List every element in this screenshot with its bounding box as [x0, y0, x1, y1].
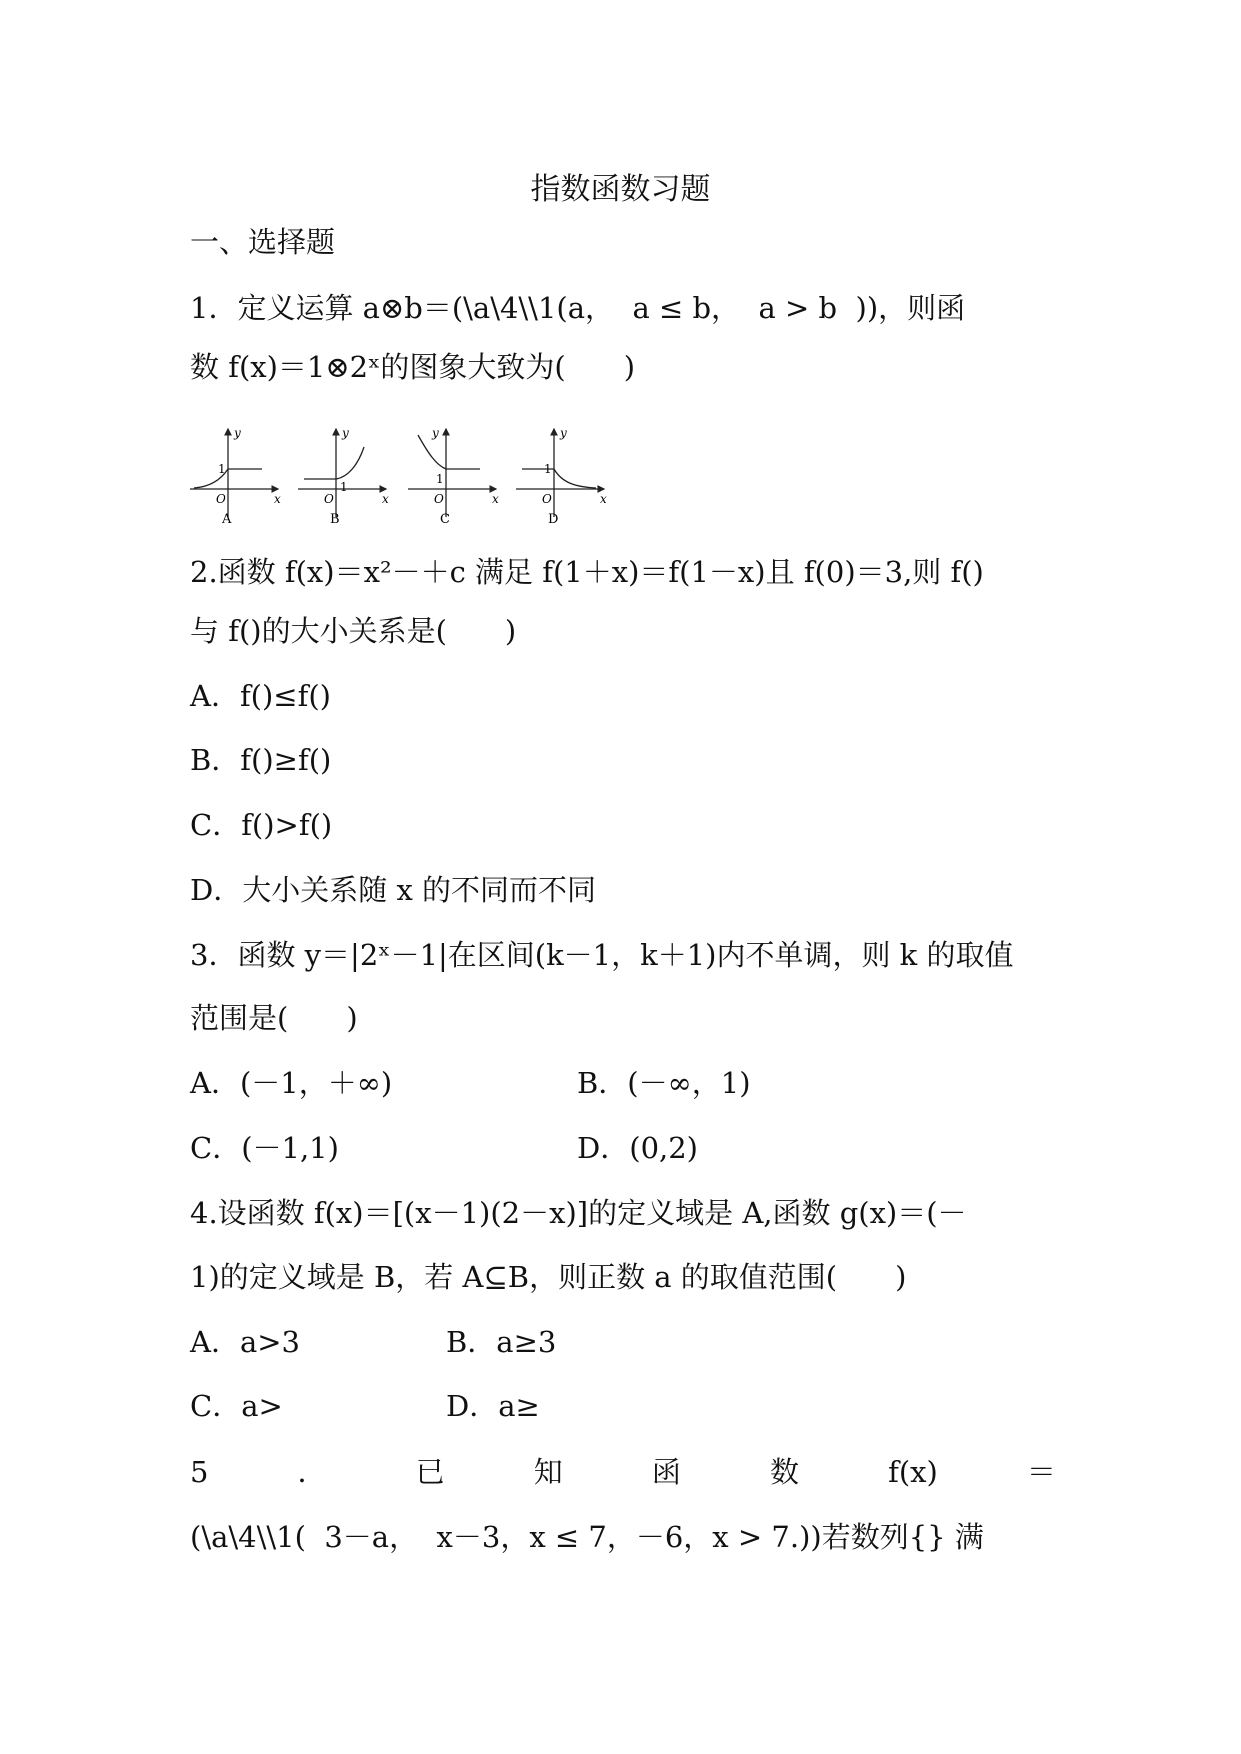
q2-option-c: C．f()>f() [190, 808, 333, 842]
graph-d [516, 426, 607, 525]
graph-d-one: 1 [544, 462, 552, 476]
q4-line2: 1)的定义域是 B，若 A⊆B，则正数 a 的取值范围( ) [190, 1260, 907, 1294]
q3-option-b: B．(－∞，1) [577, 1066, 751, 1100]
q5-line1 [190, 1452, 1056, 1492]
graph-c-y-label: y [432, 426, 439, 440]
graph-c-x-label: x [492, 492, 499, 506]
section-heading: 一、选择题 [190, 225, 336, 259]
q2-option-d: D．大小关系随 x 的不同而不同 [190, 873, 597, 907]
graph-c [408, 426, 499, 525]
graph-c-one: 1 [436, 472, 444, 486]
q4-option-c: C．a> [190, 1389, 283, 1423]
graph-d-x-label: x [600, 492, 607, 506]
graph-b-label: B [330, 512, 340, 525]
q1-line1: 1．定义运算 a⊗b＝(\a\4\\1(a， a ≤ b， a > b ))，则函 [190, 291, 966, 325]
q2-line1: 2.函数 f(x)＝x²－＋c 满足 f(1＋x)＝f(1－x)且 f(0)＝3,则 f() [190, 555, 984, 589]
q5-word: f(x) [888, 1455, 938, 1489]
q2-option-a: A．f()≤f() [190, 679, 331, 713]
graph-b-curve [336, 447, 364, 479]
q1-line2: 数 f(x)＝1⊗2ˣ的图象大致为( ) [190, 350, 636, 384]
q5-word: ＝ [1026, 1455, 1056, 1489]
q3-option-a: A．(－1，＋∞) [190, 1066, 393, 1100]
q3-option-c: C．(－1,1) [190, 1131, 339, 1165]
q2-line2: 与 f()的大小关系是( ) [190, 614, 517, 648]
graph-b-one: 1 [340, 480, 348, 494]
graph-c-curve [418, 435, 446, 469]
graph-d-y-label: y [560, 426, 567, 440]
graph-a [190, 426, 281, 525]
q3-line1: 3．函数 y＝|2ˣ－1|在区间(k－1，k＋1)内不单调，则 k 的取值 [190, 938, 1014, 972]
graph-a-one: 1 [218, 462, 226, 476]
q2-option-b: B．f()≥f() [190, 743, 332, 777]
graph-b [298, 426, 389, 525]
q1-graphs [190, 425, 630, 529]
graph-a-origin: O [216, 492, 226, 506]
graph-a-x-label: x [274, 492, 281, 506]
q5-word: 5 [190, 1455, 209, 1489]
page-title: 指数函数习题 [530, 172, 711, 207]
q5-line2: (\a\4\\1( 3－a， x－3，x ≤ 7，－6，x > 7.))若数列{} 满 [190, 1520, 984, 1554]
graph-c-origin: O [434, 492, 444, 506]
graph-b-origin: O [324, 492, 334, 506]
q5-word: 知 [533, 1455, 563, 1489]
graph-d-origin: O [542, 492, 552, 506]
q5-word: 函 [651, 1455, 681, 1489]
q5-word: ． [297, 1455, 327, 1489]
q4-line1: 4.设函数 f(x)＝[(x－1)(2－x)]的定义域是 A,函数 g(x)＝(－ [190, 1196, 967, 1230]
graph-a-y-label: y [234, 426, 241, 440]
q4-option-d: D．a≥ [446, 1389, 540, 1423]
q5-word: 数 [769, 1455, 799, 1489]
q1-graph-set [190, 425, 630, 525]
graph-b-x-label: x [382, 492, 389, 506]
q3-option-d: D．(0,2) [577, 1131, 698, 1165]
graph-d-curve [554, 469, 596, 488]
q4-option-b: B．a≥3 [446, 1325, 557, 1359]
graph-c-label: C [440, 512, 450, 525]
q3-line2: 范围是( ) [190, 1001, 358, 1035]
graph-a-label: A [222, 512, 232, 525]
q4-option-a: A．a>3 [190, 1325, 300, 1359]
graph-b-y-label: y [342, 426, 349, 440]
q5-word: 已 [415, 1455, 445, 1489]
graph-d-label: D [548, 512, 559, 525]
